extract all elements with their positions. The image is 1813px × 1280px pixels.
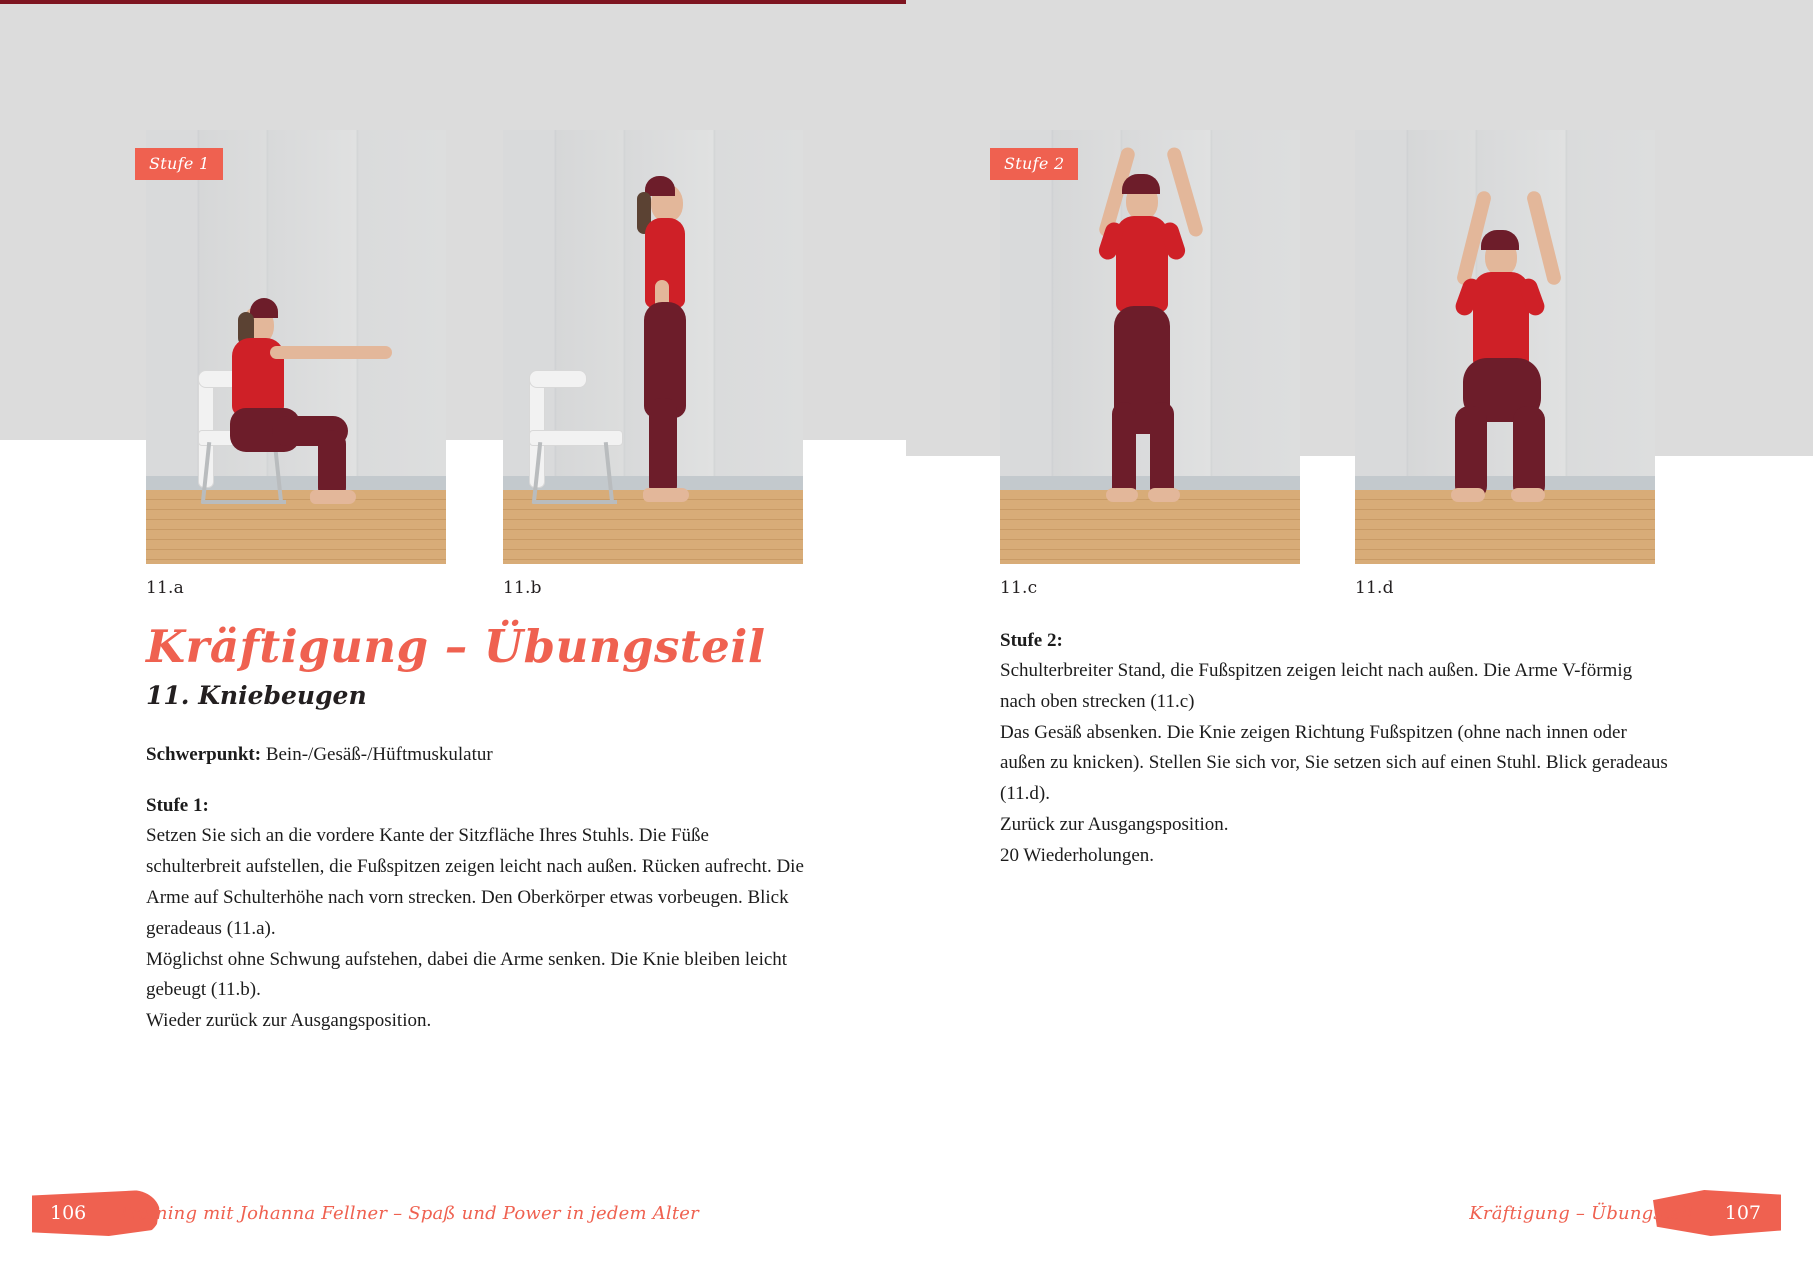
badge-stufe-1: Stufe 1 <box>135 148 223 180</box>
studio-floor <box>1355 490 1655 564</box>
stufe1-body <box>146 821 806 1036</box>
caption-11a: 11.a <box>146 578 184 598</box>
focus-value: Bein-/Gesäß-/Hüftmuskulatur <box>265 744 493 765</box>
footer-text-left: Training mit Johanna Fellner – Spaß und Power in jedem Alter <box>118 1203 699 1224</box>
photo-11b <box>503 130 803 564</box>
left-text-column <box>146 620 806 1037</box>
exercise-title: 11. Kniebeugen <box>146 681 367 710</box>
right-text-column <box>1000 630 1670 871</box>
badge-stufe-2: Stufe 2 <box>990 148 1078 180</box>
studio-floor <box>146 490 446 564</box>
photo-strip <box>0 130 1813 570</box>
photo-11c <box>1000 130 1300 564</box>
chapter-title: Kräftigung – Übungsteil <box>146 620 766 673</box>
caption-11d: 11.d <box>1355 578 1394 598</box>
stufe2-body <box>1000 656 1670 871</box>
stufe2-paragraph: Das Gesäß absenken. Die Knie zeigen Richtung Fußspitzen (ohne nach innen oder außen zu knicken). Stellen Sie sich vor, Sie setzen sich auf einen Stuhl. Blick geradeaus (11.d). <box>1000 721 1668 805</box>
focus-line <box>146 740 806 769</box>
studio-floor <box>1000 490 1300 564</box>
stufe2-paragraph: Schulterbreiter Stand, die Fußspitzen zeigen leicht nach außen. Die Arme V-förmig nach oben strecken (11.c) <box>1000 660 1633 712</box>
photo-11d <box>1355 130 1655 564</box>
page-number-right: 107 <box>1724 1202 1761 1224</box>
stufe1-paragraph: Möglichst ohne Schwung aufstehen, dabei die Arme senken. Die Knie bleiben leicht gebeugt (11.b). <box>146 948 788 1001</box>
stufe2-paragraph: 20 Wiederholungen. <box>1000 844 1155 866</box>
page-number-left: 106 <box>50 1202 87 1224</box>
top-rule <box>0 0 906 4</box>
caption-11b: 11.b <box>503 578 542 598</box>
footer-text-right: Kräftigung – Übungsteil <box>1469 1203 1693 1224</box>
focus-label: Schwerpunkt: <box>146 744 262 765</box>
caption-11c: 11.c <box>1000 578 1038 598</box>
stufe1-paragraph: Wieder zurück zur Ausgangsposition. <box>146 1010 432 1032</box>
stufe2-paragraph: Zurück zur Ausgangsposition. <box>1000 813 1229 835</box>
stufe1-paragraph: Setzen Sie sich an die vordere Kante der Sitzfläche Ihres Stuhls. Die Füße schulterbreit aufstellen, die Fußspitzen zeigen leicht nach außen. Rücken aufrecht. Die Arme auf Schulterhöhe nach vorn strecken. Den Oberkörper etwas vorbeugen. Blick geradeaus (11.a). <box>146 825 804 939</box>
stufe1-heading: Stufe 1: <box>146 795 209 817</box>
stufe2-heading: Stufe 2: <box>1000 630 1063 651</box>
photo-11a <box>146 130 446 564</box>
